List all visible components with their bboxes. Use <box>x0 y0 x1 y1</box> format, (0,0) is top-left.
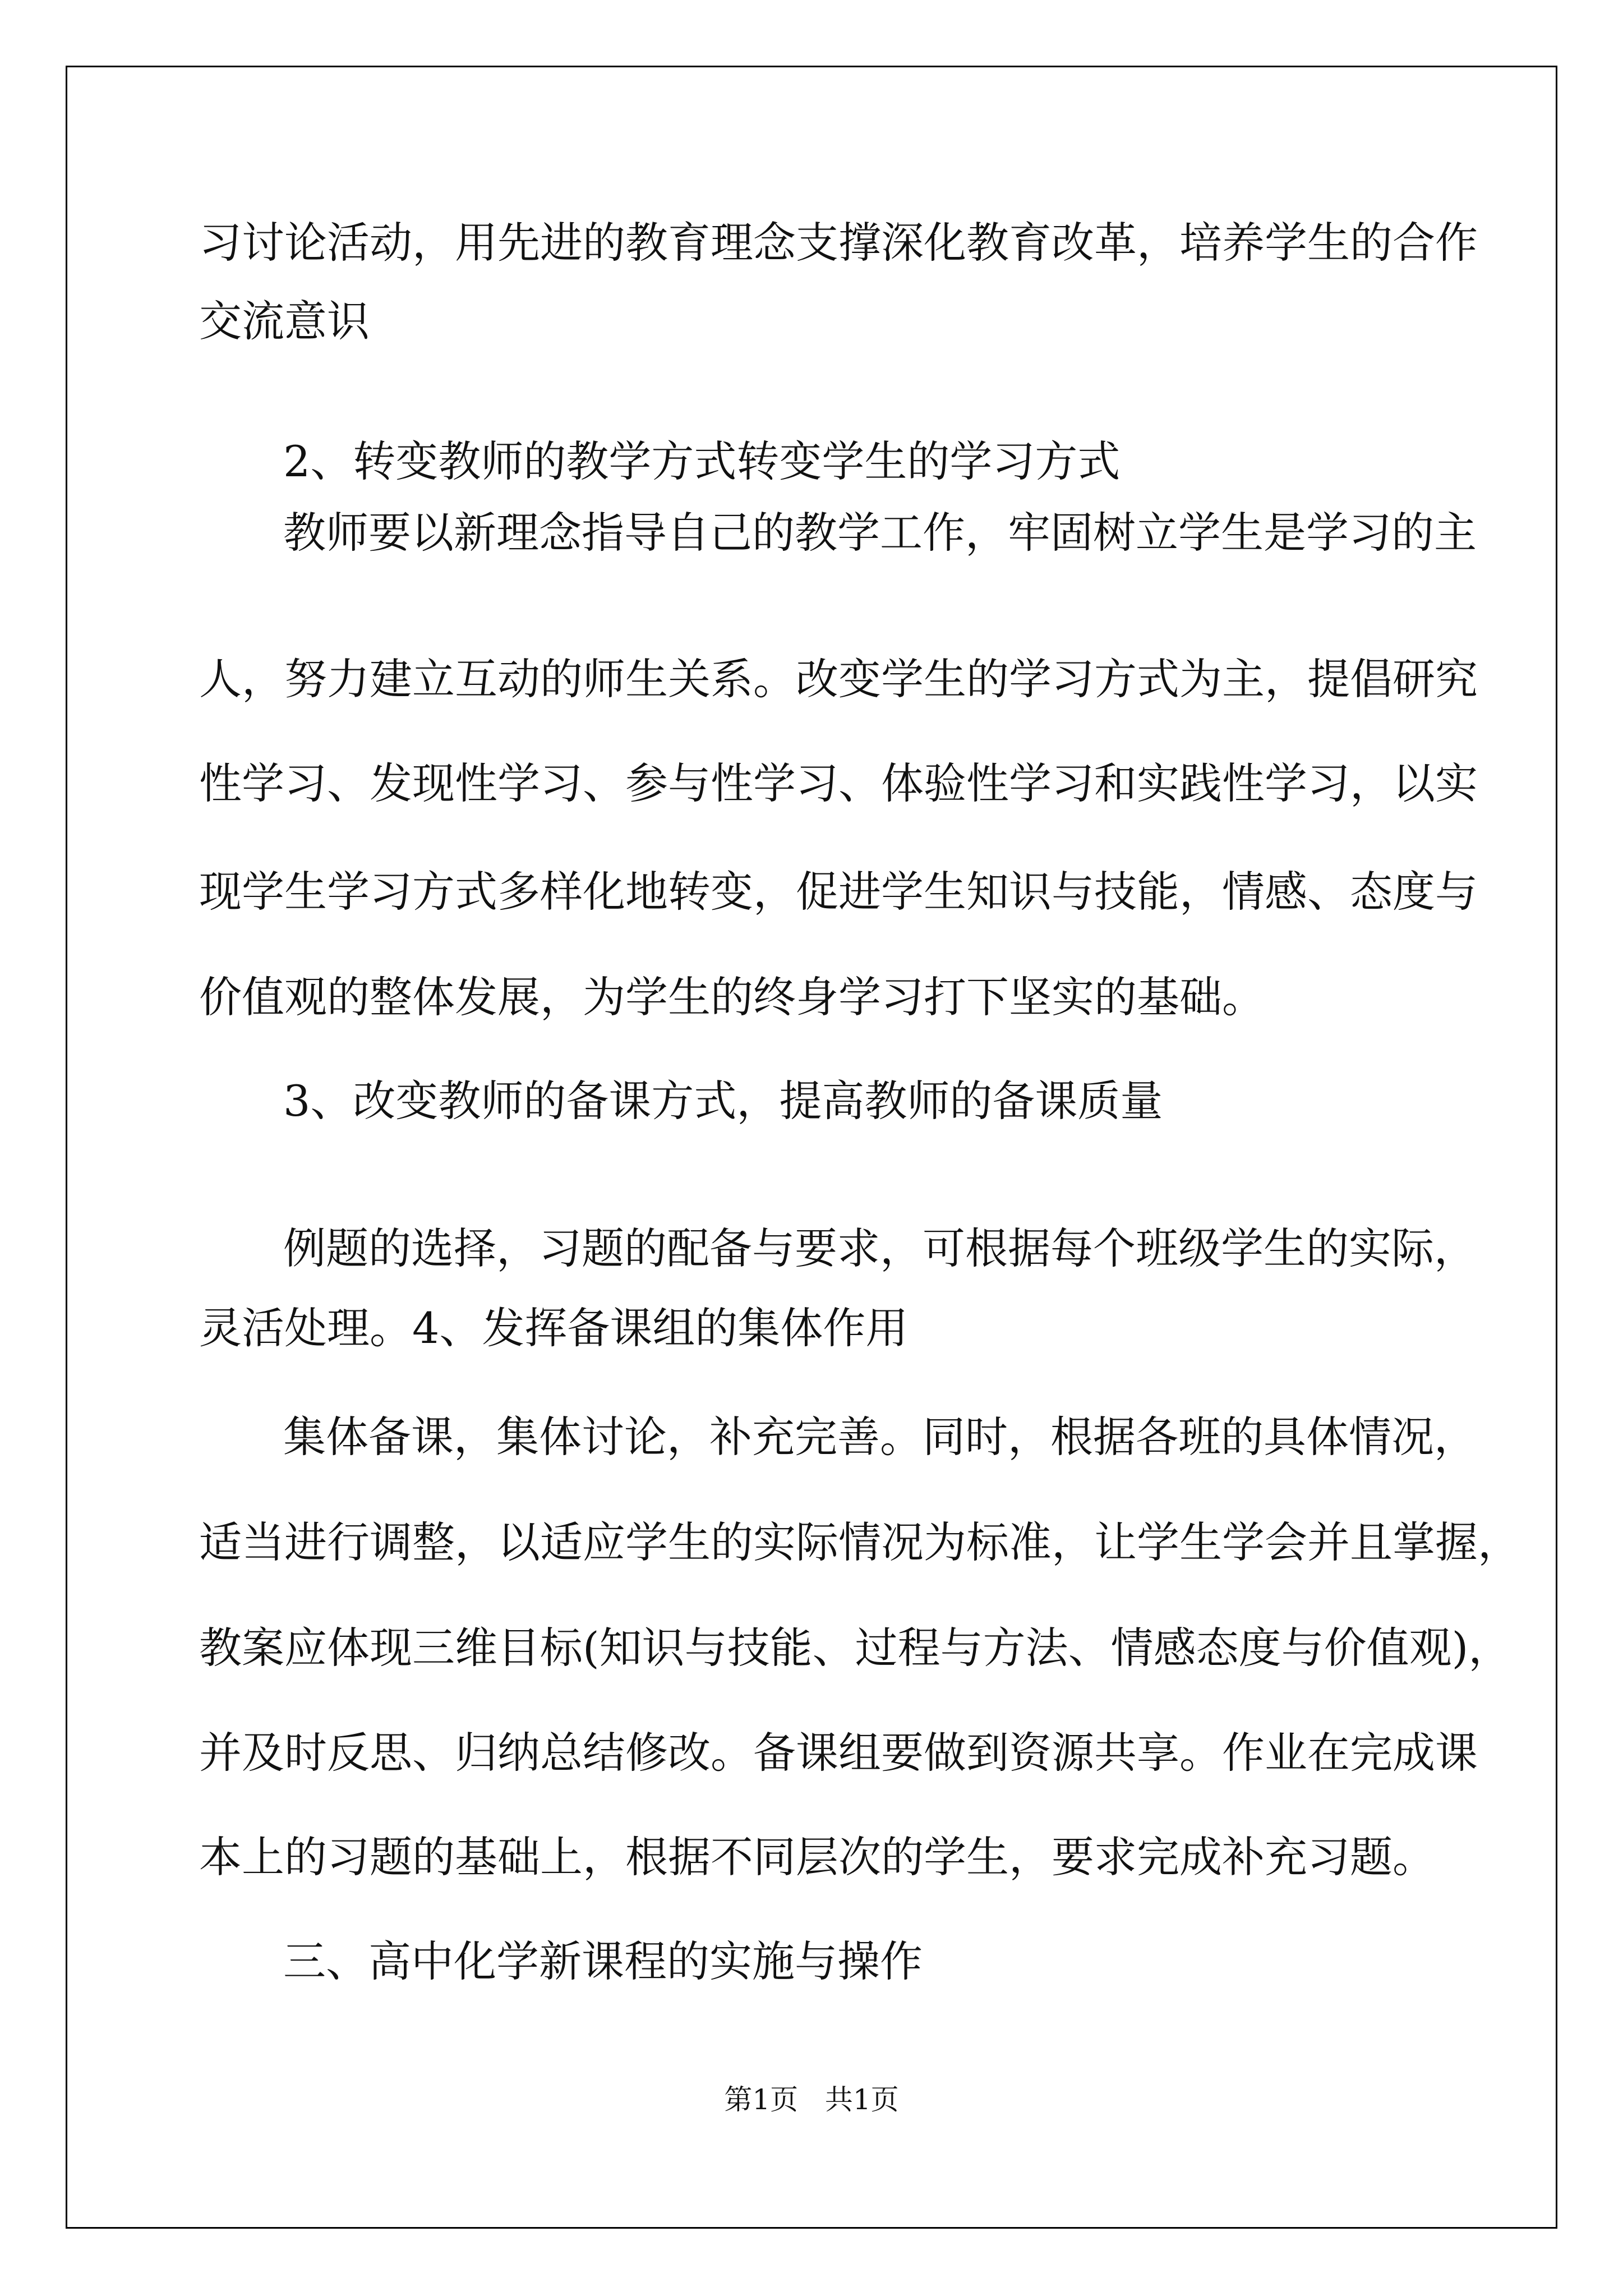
body-text-line: 例题的选择，习题的配备与要求，可根据每个班级学生的实际， <box>283 1223 1477 1273</box>
section-heading: 2、转变教师的教学方式转变学生的学习方式 <box>283 436 1121 486</box>
body-text-line: 教案应体现三维目标(知识与技能、过程与方法、情感态度与价值观)， <box>199 1623 1511 1673</box>
body-text-line: 本上的习题的基础上，根据不同层次的学生，要求完成补充习题。 <box>199 1832 1435 1882</box>
body-text-line: 灵活处理。4、发挥备课组的集体作用 <box>199 1303 909 1353</box>
body-text-line: 教师要以新理念指导自己的教学工作，牢固树立学生是学习的主 <box>283 508 1477 558</box>
body-text-line: 人，努力建立互动的师生关系。改变学生的学习方式为主，提倡研究 <box>199 654 1478 704</box>
body-text-line: 价值观的整体发展，为学生的终身学习打下坚实的基础。 <box>199 972 1265 1022</box>
body-text-line: 集体备课，集体讨论，补充完善。同时，根据各班的具体情况， <box>283 1412 1477 1462</box>
page-border <box>66 66 1557 2229</box>
section-heading: 三、高中化学新课程的实施与操作 <box>283 1936 923 1986</box>
page-number: 第1页 共1页 <box>724 2083 899 2116</box>
body-text-line: 现学生学习方式多样化地转变，促进学生知识与技能，情感、态度与 <box>199 867 1478 917</box>
section-heading: 3、改变教师的备课方式，提高教师的备课质量 <box>283 1076 1163 1126</box>
body-text-line: 并及时反思、归纳总结修改。备课组要做到资源共享。作业在完成课 <box>199 1728 1478 1778</box>
body-text-line: 交流意识 <box>199 296 370 346</box>
body-text-line: 习讨论活动，用先进的教育理念支撑深化教育改革，培养学生的合作 <box>199 218 1478 268</box>
body-text-line: 性学习、发现性学习、参与性学习、体验性学习和实践性学习，以实 <box>199 758 1478 808</box>
body-text-line: 适当进行调整，以适应学生的实际情况为标准，让学生学会并且掌握， <box>199 1517 1520 1567</box>
